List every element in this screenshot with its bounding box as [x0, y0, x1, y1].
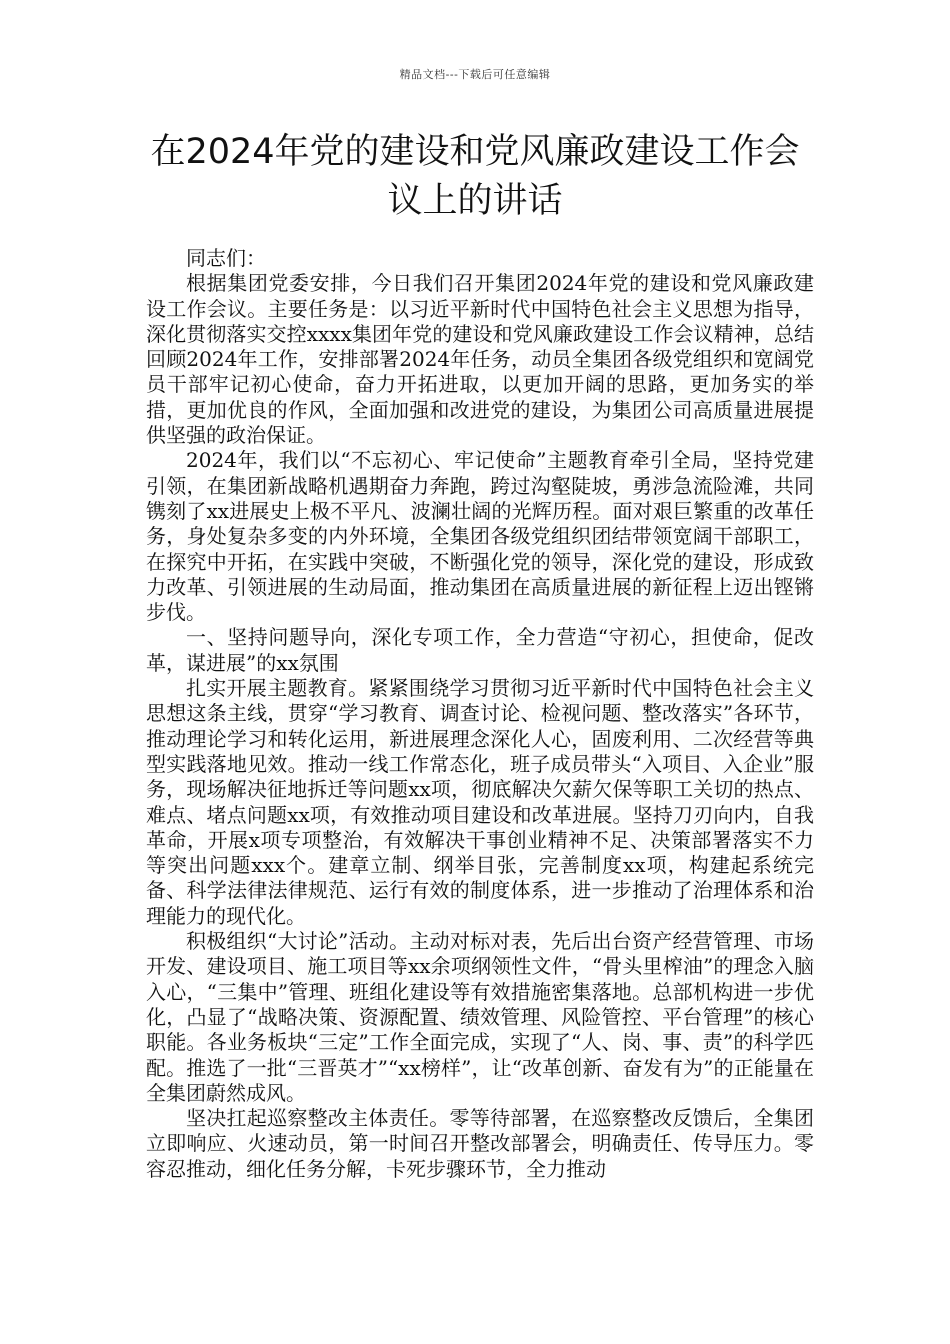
paragraph: 积极组织“大讨论”活动。主动对标对表，先后出台资产经营管理、市场开发、建设项目、施工项目等xx余项纲领性文件，“骨头里榨油”的理念入脑入心，“三集中”管理、班组化建设等有效措施密集落地。总部机构进一步优化，凸显了“战略决策、资源配置、绩效管理、风险管控、平台管理”的核心职能。各业务板块“三定”工作全面完成，实现了“人、岗、事、责”的科学匹配。推选了一批“三晋英才”“xx榜样”，让“改革创新、奋发有为”的正能量在全集团蔚然成风。: [146, 929, 814, 1105]
document-title: 在2024年党的建设和党风廉政建设工作会议上的讲话: [150, 132, 800, 221]
document-body: [146, 246, 814, 1182]
paragraph: 扎实开展主题教育。紧紧围绕学习贯彻习近平新时代中国特色社会主义思想这条主线，贯穿“学习教育、调查讨论、检视问题、整改落实”各环节，推动理论学习和转化运用，新进展理念深化人心，固废利用、二次经营等典型实践落地见效。推动一线工作常态化，班子成员带头“入项目、入企业”服务，现场解决征地拆迁等问题xx项，彻底解决欠薪欠保等职工关切的热点、难点、堵点问题xx项，有效推动项目建设和改革进展。坚持刀刃向内，自我革命，开展x项专项整治，有效解决干事创业精神不足、决策部署落实不力等突出问题xxx个。建章立制、纲举目张，完善制度xx项，构建起系统完备、科学法律法律规范、运行有效的制度体系，进一步推动了治理体系和治理能力的现代化。: [146, 676, 814, 928]
paragraph: 根据集团党委安排，今日我们召开集团2024年党的建设和党风廉政建设工作会议。主要任务是：以习近平新时代中国特色社会主义思想为指导，深化贯彻落实交控xxxx集团年党的建设和党风廉政建设工作会议精神，总结回顾2024年工作，安排部署2024年任务，动员全集团各级党组织和宽阔党员干部牢记初心使命，奋力开拓进取，以更加开阔的思路，更加务实的举措，更加优良的作风，全面加强和改进党的建设，为集团公司高质量进展提供坚强的政治保证。: [146, 271, 814, 448]
paragraph: 2024年，我们以“不忘初心、牢记使命”主题教育牵引全局，坚持党建引领，在集团新战略机遇期奋力奔跑，跨过沟壑陡坡，勇涉急流险滩，共同镌刻了xx进展史上极不平凡、波澜壮阔的光辉历程。面对艰巨繁重的改革任务，身处复杂多变的内外环境，全集团各级党组织团结带领宽阔干部职工，在探究中开拓，在实践中突破，不断强化党的领导，深化党的建设，形成致力改革、引领进展的生动局面，推动集团在高质量进展的新征程上迈出铿锵步伐。: [146, 448, 814, 625]
header-note: 精品文档---下载后可任意编辑: [399, 68, 551, 81]
salutation: 同志们：: [186, 246, 266, 270]
paragraph: 坚决扛起巡察整改主体责任。零等待部署，在巡察整改反馈后，全集团立即响应、火速动员，第一时间召开整改部署会，明确责任、传导压力。零容忍推动，细化任务分解，卡死步骤环节，全力推动: [146, 1106, 814, 1181]
section-heading: 一、坚持问题导向，深化专项工作，全力营造“守初心，担使命，促改革，谋进展”的xx氛围: [146, 625, 814, 675]
